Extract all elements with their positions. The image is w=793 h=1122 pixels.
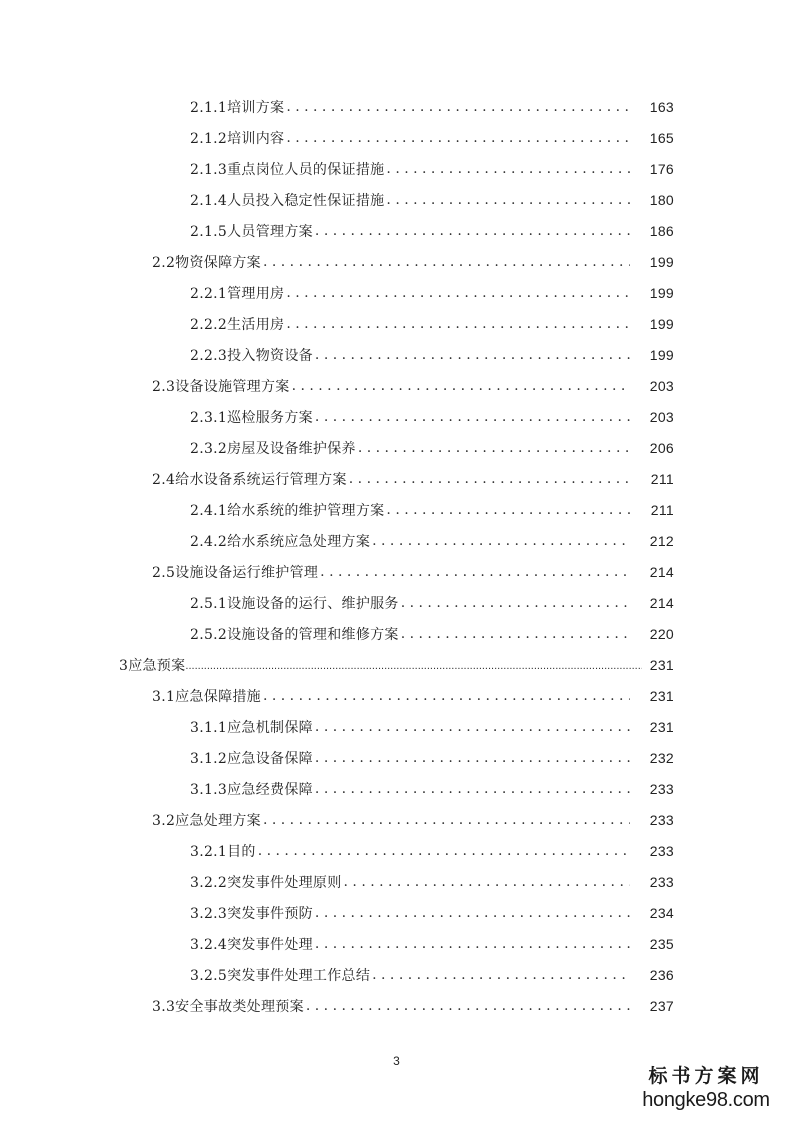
watermark-logo [631,1064,781,1112]
toc-leader-dots [315,781,630,797]
toc-entry[interactable] [0,91,793,122]
toc-leader-dots [258,843,630,859]
toc-entry[interactable] [0,246,793,277]
toc-entry-page: 214 [649,594,674,611]
toc-entry-page: 206 [649,439,674,456]
toc-entry-title: 2.3.2房屋及设备维护保养 [190,440,356,457]
page-number: 3 [393,1054,400,1068]
toc-entry-title: 3.2.4突发事件处理 [190,936,313,953]
toc-leader-dots [315,719,630,735]
toc-leader-dots [320,564,630,580]
toc-entry[interactable] [0,711,793,742]
toc-entry-page: 203 [649,377,674,394]
toc-entry[interactable] [0,866,793,897]
toc-leader-dots [372,967,630,983]
toc-entry-title: 2.1.4人员投入稳定性保证措施 [190,192,385,209]
watermark-brand: 标书方案网 [648,1065,764,1087]
toc-entry-page: 214 [649,563,674,580]
toc-entry-page: 233 [649,842,674,859]
toc-entry[interactable] [0,153,793,184]
toc-entry-page: 199 [649,315,674,332]
toc-leader-dots [286,285,630,301]
toc-entry-title: 3.2.3突发事件预防 [190,905,313,922]
toc-entry-title: 2.5设施设备运行维护管理 [152,564,319,581]
toc-leader-dots [185,657,642,673]
toc-leader-dots [372,533,630,549]
toc-entry-title: 2.4.2给水系统应急处理方案 [190,533,371,550]
toc-entry-page: 199 [649,253,674,270]
toc-entry-page: 186 [649,222,674,239]
table-of-contents [0,91,793,1021]
toc-leader-dots [358,440,630,456]
toc-entry-title: 2.5.2设施设备的管理和维修方案 [190,626,399,643]
toc-entry-title: 2.3.1巡检服务方案 [190,409,313,426]
toc-entry-title: 2.1.3重点岗位人员的保证措施 [190,161,385,178]
toc-leader-dots [315,750,630,766]
toc-entry-page: 233 [649,780,674,797]
toc-entry-title: 2.4给水设备系统运行管理方案 [152,471,347,488]
toc-entry-page: 176 [649,160,674,177]
toc-entry-page: 180 [649,191,674,208]
toc-entry-title: 2.2.3投入物资设备 [190,347,313,364]
toc-leader-dots [344,874,630,890]
toc-entry-page: 199 [649,284,674,301]
toc-entry-title: 3.3安全事故类处理预案 [152,998,304,1015]
toc-entry-title: 3.1.1应急机制保障 [190,719,313,736]
toc-entry[interactable] [0,215,793,246]
toc-entry-page: 199 [649,346,674,363]
toc-entry-title: 3.1.3应急经费保障 [190,781,313,798]
toc-leader-dots [315,409,630,425]
toc-leader-dots [401,626,630,642]
toc-entry[interactable] [0,773,793,804]
toc-entry-page: 232 [649,749,674,766]
toc-leader-dots [401,595,630,611]
toc-entry[interactable] [0,897,793,928]
toc-entry[interactable] [0,122,793,153]
toc-leader-dots [315,347,630,363]
toc-entry-title: 2.2.1管理用房 [190,285,285,302]
toc-entry-title: 3.1.2应急设备保障 [190,750,313,767]
toc-entry[interactable] [0,463,793,494]
toc-entry-page: 212 [649,532,674,549]
toc-entry-page: 203 [649,408,674,425]
toc-entry[interactable] [0,308,793,339]
toc-entry[interactable] [0,587,793,618]
watermark-url: hongke98.com [642,1089,770,1111]
toc-entry[interactable] [0,556,793,587]
toc-leader-dots [386,161,630,177]
toc-entry-title: 2.4.1给水系统的维护管理方案 [190,502,385,519]
toc-entry-page: 220 [649,625,674,642]
toc-entry-title: 2.2物资保障方案 [152,254,261,271]
toc-entry-title: 3.2应急处理方案 [152,812,261,829]
toc-entry[interactable] [0,618,793,649]
toc-leader-dots [286,316,630,332]
toc-entry-title: 2.5.1设施设备的运行、维护服务 [190,595,399,612]
toc-leader-dots [263,688,630,704]
toc-entry[interactable] [0,742,793,773]
toc-entry[interactable] [0,928,793,959]
toc-leader-dots [386,502,630,518]
toc-entry[interactable] [0,649,793,680]
toc-entry-title: 3.1应急保障措施 [152,688,261,705]
toc-entry[interactable] [0,804,793,835]
toc-entry-title: 3.2.1目的 [190,843,256,860]
toc-entry-page: 233 [649,811,674,828]
toc-leader-dots [286,99,630,115]
toc-entry-page: 211 [650,501,674,518]
toc-leader-dots [386,192,630,208]
toc-entry[interactable] [0,990,793,1021]
toc-entry[interactable] [0,494,793,525]
toc-entry[interactable] [0,432,793,463]
toc-leader-dots [263,812,630,828]
toc-entry-page: 237 [649,997,674,1014]
toc-entry-page: 233 [649,873,674,890]
toc-entry[interactable] [0,370,793,401]
toc-entry-page: 163 [649,98,674,115]
toc-entry-title: 2.1.2培训内容 [190,130,285,147]
toc-entry[interactable] [0,339,793,370]
toc-entry-title: 2.1.1培训方案 [190,99,285,116]
toc-entry[interactable] [0,835,793,866]
toc-entry-page: 236 [649,966,674,983]
toc-leader-dots [349,471,630,487]
toc-entry-page: 231 [649,656,674,673]
toc-entry-title: 2.2.2生活用房 [190,316,285,333]
toc-entry-page: 165 [649,129,674,146]
toc-leader-dots [315,905,630,921]
toc-entry-page: 235 [649,935,674,952]
toc-leader-dots [263,254,630,270]
toc-entry-title: 2.1.5人员管理方案 [190,223,313,240]
toc-leader-dots [286,130,630,146]
toc-leader-dots [315,223,630,239]
toc-entry[interactable] [0,525,793,556]
toc-entry-page: 231 [649,687,674,704]
toc-entry[interactable] [0,277,793,308]
toc-entry-page: 231 [649,718,674,735]
toc-entry-title: 3.2.5突发事件处理工作总结 [190,967,371,984]
toc-entry[interactable] [0,401,793,432]
toc-entry[interactable] [0,959,793,990]
toc-entry-title: 2.3设备设施管理方案 [152,378,290,395]
toc-entry[interactable] [0,184,793,215]
toc-leader-dots [315,936,630,952]
toc-entry[interactable] [0,680,793,711]
toc-leader-dots [306,998,630,1014]
toc-entry-title: 3.2.2突发事件处理原则 [190,874,342,891]
toc-leader-dots [292,378,630,394]
toc-entry-page: 211 [650,470,674,487]
toc-entry-title: 3应急预案 [119,657,186,674]
toc-entry-page: 234 [649,904,674,921]
